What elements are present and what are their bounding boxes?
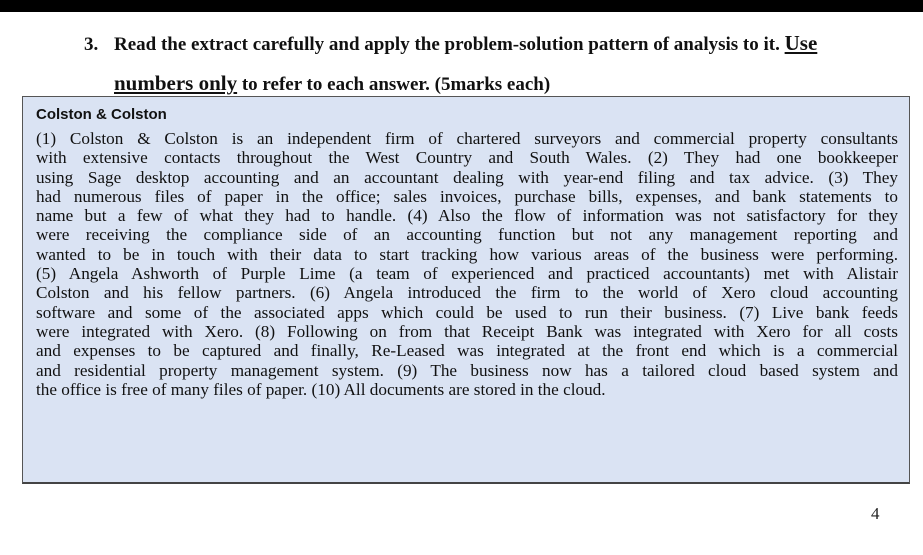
question-text-end: to refer to each answer. (5marks each): [241, 74, 551, 95]
extract-line: (1) Colston & Colston is an independent firm of chartered surveyors and commercial property consultants: [36, 129, 898, 148]
extract-line: Colston and his fellow partners. (6) Angela introduced the firm to the world of Xero cloud accounting: [36, 283, 898, 303]
extract-line: and expenses to be captured and finally, Re-Leased was integrated at the front end which is a commercial: [36, 341, 898, 361]
question-number: 3.: [84, 34, 99, 55]
extract-title: Colston & Colston: [36, 106, 167, 123]
extract-line: software and some of the associated apps which could be used to run their business. (7) Live bank feeds: [36, 302, 898, 322]
extract-line: wanted to be in touch with their data to start tracking how various areas of the business were performing.: [36, 244, 898, 264]
underlined-use: Use: [784, 31, 818, 55]
extract-line: and residential property management system. (9) The business now has a tailored cloud based system and: [36, 360, 898, 380]
question-heading: [84, 24, 884, 104]
extract-line: the office is free of many files of paper. (10) All documents are stored in the cloud.: [36, 379, 606, 399]
question-text: Read the extract carefully and apply the problem-solution pattern of analysis to it.: [114, 34, 780, 55]
extract-line: were integrated with Xero. (8) Following on from that Receipt Bank was integrated with Xero for all costs: [36, 321, 898, 341]
top-black-bar: [0, 0, 923, 12]
extract-line: had numerous files of paper in the office; sales invoices, purchase bills, expenses, and bank statements to: [36, 186, 898, 206]
extract-line: name but a few of what they had to handle. (4) Also the flow of information was not satisfactory for they: [36, 206, 898, 226]
extract-body: [36, 129, 898, 399]
underlined-numbers-only: numbers only: [114, 71, 238, 95]
extract-box: [22, 96, 910, 484]
extract-line: (5) Angela Ashworth of Purple Lime (a team of experienced and practiced accountants) met with Alistair: [36, 264, 898, 284]
extract-line: using Sage desktop accounting and an accountant dealing with year-end filing and tax advice. (3) They: [36, 167, 898, 187]
extract-line: were receiving the compliance side of an accounting function but not any management reporting and: [36, 225, 898, 245]
extract-line: with extensive contacts throughout the West Country and South Wales. (2) They had one bookkeeper: [36, 148, 898, 168]
page-number: 4: [871, 504, 880, 523]
